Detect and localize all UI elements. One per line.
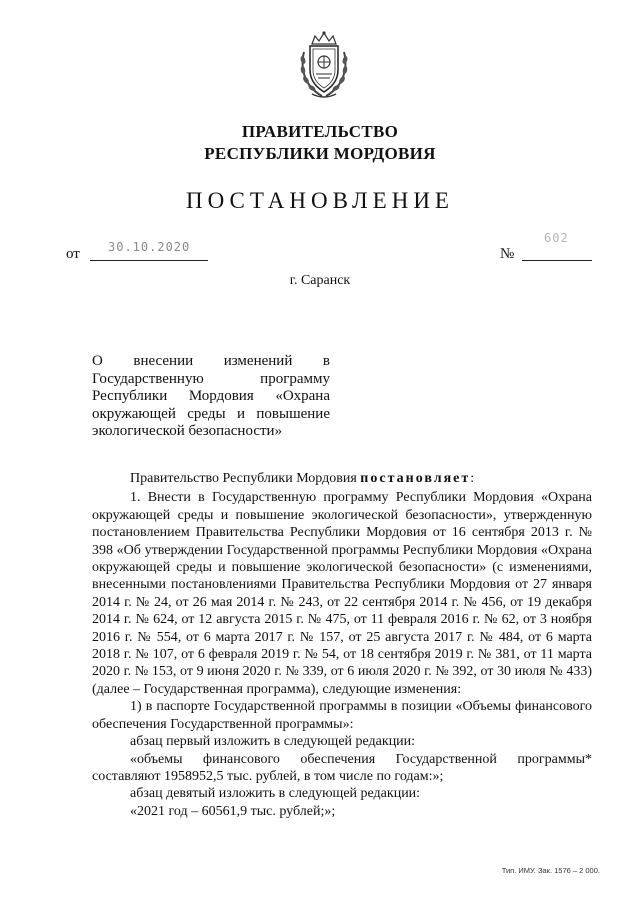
date-stamp: 30.10.2020: [108, 240, 191, 254]
organization-name-line1: ПРАВИТЕЛЬСТВО: [241, 122, 399, 141]
body-paragraph: «2021 год – 60561,9 тыс. рублей;»;: [130, 803, 336, 819]
date-underline: [90, 260, 208, 261]
document-subject: [92, 353, 330, 441]
subject-line: Государственную программу: [92, 370, 330, 387]
organization-name-line2: РЕСПУБЛИКИ МОРДОВИЯ: [204, 144, 436, 163]
body-paragraph: 1) в паспорте Государственной программы в позиции «Объемы финансового обеспечения Государственной программы»:: [92, 699, 592, 732]
intro-colon: :: [470, 471, 475, 486]
date-prefix: от: [66, 246, 80, 262]
intro-text: Правительство Республики Мордовия: [130, 471, 357, 486]
coat-of-arms-emblem: [296, 30, 352, 104]
subject-line: окружающей среды и повышение: [92, 405, 330, 422]
subject-line: О внесении изменений в: [92, 353, 330, 369]
number-underline: [522, 260, 592, 261]
print-info: Тип. ИМУ. Зак. 1576 – 2 000.: [501, 866, 600, 875]
decision-word: постановляет: [360, 471, 471, 486]
number-stamp: 602: [544, 231, 569, 245]
number-prefix: №: [500, 246, 515, 262]
intro-paragraph: [92, 470, 592, 487]
subject-line: экологической безопасности»: [92, 423, 283, 439]
body-paragraph: 1. Внести в Государственную программу Республики Мордовия «Охрана окружающей среды и повышение экологической безопасности», утвержденную постановлением Правительства Республики Мордовия от 16 сентября 2013 г. № 398 «Об утверждении Государственной программы Республики Мордовия «Охрана окружающей среды и повышение экологической безопасности» (с изменениями, внесенными постановлениями Правительства Республики Мордовия от 27 января 2014 г. № 24, от 26 мая 2014 г. № 243, от 22 сентября 2014 г. № 456, от 19 декабря 2014 г. № 624, от 12 августа 2015 г. № 475, от 11 февраля 2016 г. № 62, от 3 ноября 2016 г. № 554, от 6 марта 2017 г. № 157, от 25 августа 2017 г. № 484, от 6 марта 2018 г. № 107, от 6 февраля 2019 г. № 54, от 18 сентября 2019 г. № 381, от 11 марта 2020 г. № 153, от 9 июня 2020 г. № 339, от 6 июля 2020 г. № 392, от 30 июля № 433) (далее – Государственная программа), следующие изменения:: [92, 490, 592, 697]
body-paragraph: абзац девятый изложить в следующей редакции:: [130, 786, 421, 802]
body-paragraph: абзац первый изложить в следующей редакции:: [130, 734, 416, 750]
subject-line: Республики Мордовия «Охрана: [92, 388, 330, 404]
document-body: [92, 470, 592, 820]
document-type-title: ПОСТАНОВЛЕНИЕ: [186, 188, 454, 213]
body-paragraph: «объемы финансового обеспечения Государственной программы* составляют 1958952,5 тыс. рублей, в том числе по годам:»;: [92, 751, 592, 784]
city-line: г. Саранск: [289, 273, 351, 288]
